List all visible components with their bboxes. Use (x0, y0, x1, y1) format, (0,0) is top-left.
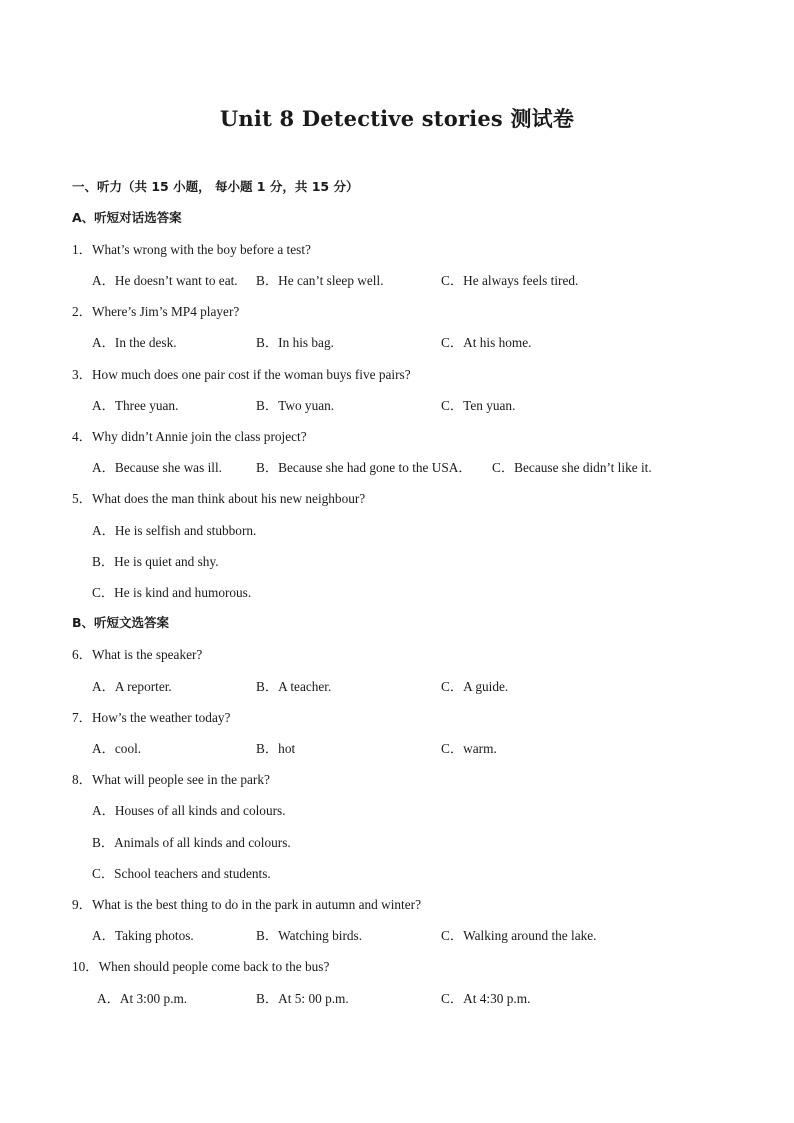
question-6: 6．What is the speaker? (72, 647, 203, 662)
option-b[interactable]: B．Watching birds. (256, 928, 363, 943)
option-b[interactable]: B．Because she had gone to the USA． (256, 460, 472, 475)
question-7: 7．How’s the weather today? (72, 710, 231, 725)
option-a[interactable]: A．In the desk. (92, 335, 177, 350)
option-c[interactable]: C．Ten yuan. (441, 398, 516, 413)
option-c[interactable]: C．Because she didn’t like it. (492, 460, 652, 475)
question-4: 4．Why didn’t Annie join the class project? (72, 429, 307, 444)
section-heading: 一、听力（共 15 小题， 每小题 1 分，共 15 分） (72, 179, 359, 194)
option-b[interactable]: B．He can’t sleep well. (256, 273, 384, 288)
option-c[interactable]: C．At 4:30 p.m. (441, 991, 531, 1006)
option-b[interactable]: B．In his bag. (256, 335, 334, 350)
option-c[interactable]: C．A guide. (441, 679, 509, 694)
option-b[interactable]: B．A teacher. (256, 679, 332, 694)
option-a[interactable]: A．He is selfish and stubborn. (92, 523, 257, 538)
option-a[interactable]: A．cool. (92, 741, 142, 756)
option-c[interactable]: C．School teachers and students. (92, 866, 271, 881)
option-c[interactable]: C．warm. (441, 741, 497, 756)
option-a[interactable]: A．Because she was ill. (92, 460, 222, 475)
question-2: 2．Where’s Jim’s MP4 player? (72, 304, 240, 319)
question-8: 8．What will people see in the park? (72, 772, 270, 787)
option-b[interactable]: B．hot (256, 741, 296, 756)
option-b[interactable]: B．At 5: 00 p.m. (256, 991, 349, 1006)
question-1: 1．What’s wrong with the boy before a test? (72, 242, 311, 257)
question-3: 3．How much does one pair cost if the woman buys five pairs? (72, 367, 411, 382)
option-c[interactable]: C．Walking around the lake. (441, 928, 597, 943)
option-c[interactable]: C．He always feels tired. (441, 273, 579, 288)
option-b[interactable]: B．Two yuan. (256, 398, 335, 413)
option-a[interactable]: A．A reporter. (92, 679, 172, 694)
part-b-heading: B、听短文选答案 (72, 615, 170, 630)
page-title: Unit 8 Detective stories 测试卷 (219, 106, 575, 131)
option-b[interactable]: B．He is quiet and shy. (92, 554, 219, 569)
question-5: 5．What does the man think about his new neighbour? (72, 491, 366, 506)
option-a[interactable]: A．Taking photos. (92, 928, 194, 943)
option-c[interactable]: C．At his home. (441, 335, 532, 350)
option-a[interactable]: A．Three yuan. (92, 398, 179, 413)
question-9: 9．What is the best thing to do in the park in autumn and winter? (72, 897, 421, 912)
option-c[interactable]: C．He is kind and humorous. (92, 585, 252, 600)
option-a[interactable]: A．At 3:00 p.m. (97, 991, 188, 1006)
part-a-heading: A、听短对话选答案 (72, 210, 182, 225)
question-10: 10．When should people come back to the bus? (72, 959, 330, 974)
option-a[interactable]: A．Houses of all kinds and colours. (92, 803, 286, 818)
option-b[interactable]: B．Animals of all kinds and colours. (92, 835, 291, 850)
option-a[interactable]: A．He doesn’t want to eat. (92, 273, 238, 288)
